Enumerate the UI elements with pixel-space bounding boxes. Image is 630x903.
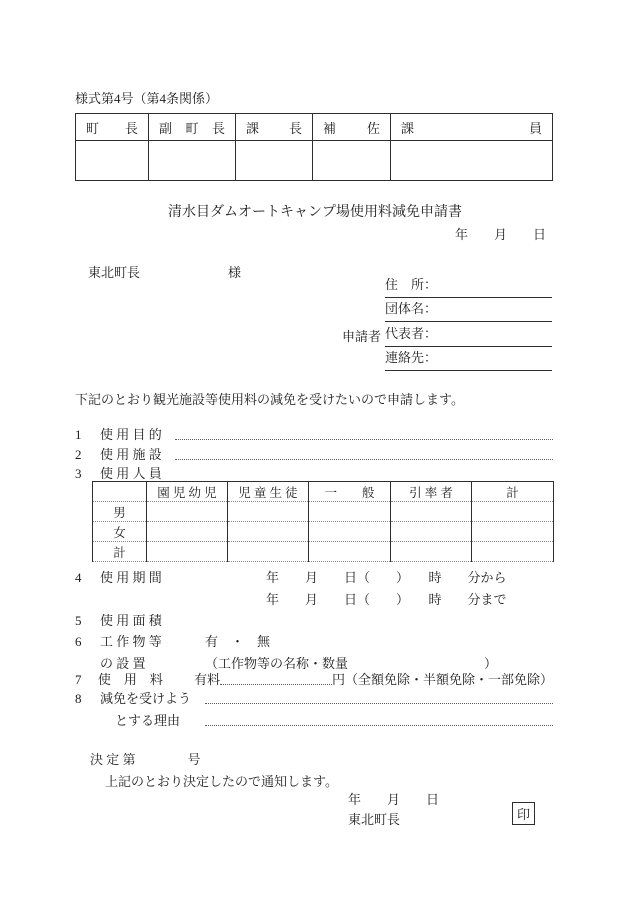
approval-stamp-cell xyxy=(236,141,313,181)
personnel-col-kindergarten: 園 児 幼 児 xyxy=(147,482,228,502)
structures-note xyxy=(205,656,553,671)
form-number: 様式第4号（第4条関係） xyxy=(75,91,219,106)
purpose-fill-line xyxy=(175,439,553,440)
addressee-row xyxy=(75,246,241,297)
row-label-male: 男 xyxy=(93,502,147,522)
personnel-cell xyxy=(309,542,391,562)
approval-col-mayor: 町 長 xyxy=(76,114,149,141)
item-number: 8 xyxy=(75,691,82,706)
personnel-cell xyxy=(228,542,309,562)
item-label: 工 作 物 等 xyxy=(100,634,162,649)
item-structures xyxy=(75,634,553,649)
approval-stamp-cell xyxy=(149,141,236,181)
personnel-cell xyxy=(472,502,554,522)
personnel-cell xyxy=(147,502,228,522)
applicant-contact-field xyxy=(385,347,552,371)
item-structures-line2 xyxy=(75,656,553,671)
item-number: 3 xyxy=(75,466,82,481)
applicant-representative-field xyxy=(385,323,552,347)
personnel-col-leaders: 引 率 者 xyxy=(391,482,472,502)
approval-stamp-cell xyxy=(391,141,553,181)
applicant-organization-label: 団体名： xyxy=(385,301,438,316)
item-label: 使 用 面 積 xyxy=(100,613,162,628)
item-label: 使 用 施 設 xyxy=(100,447,162,462)
personnel-table xyxy=(92,481,554,562)
item-label: 減免を受けよう xyxy=(100,691,192,706)
item-label: 使 用 目 的 xyxy=(100,427,162,442)
addressee-honorific: 様 xyxy=(228,265,242,280)
item-reason xyxy=(75,691,553,706)
item-number: 6 xyxy=(75,634,82,649)
approval-col-section-chief: 課 長 xyxy=(236,114,313,141)
personnel-row-male xyxy=(93,502,554,522)
item-fee xyxy=(75,672,553,687)
item-number: 2 xyxy=(75,447,82,462)
personnel-col-total: 計 xyxy=(472,482,554,502)
official-seal-box: 印 xyxy=(512,802,535,825)
applicant-label: 申請者 xyxy=(342,329,382,344)
reason-fill-line-2 xyxy=(205,725,553,726)
approval-col-staff: 課 員 xyxy=(391,114,553,141)
decision-notice: 上記のとおり決定したので通知します。 xyxy=(105,774,338,789)
intro-sentence: 下記のとおり観光施設等使用料の減免を受けたいので申請します。 xyxy=(75,392,464,407)
applicant-address-field xyxy=(385,274,552,298)
item-label: 使 用 料 xyxy=(97,672,163,687)
personnel-corner-cell xyxy=(93,482,147,502)
structures-note-close: ） xyxy=(483,656,497,671)
item-reason-line2 xyxy=(75,713,553,728)
addressee-name: 東北町長 xyxy=(88,265,141,280)
item-label: とする理由 xyxy=(115,713,181,728)
personnel-cell xyxy=(309,522,391,542)
fee-amount-fill-line xyxy=(220,684,332,685)
structures-note-open: （工作物等の名称・数量 xyxy=(205,656,349,671)
approval-stamp-table xyxy=(75,113,553,181)
approval-header-row xyxy=(76,114,553,141)
item-number: 4 xyxy=(75,570,82,585)
approval-stamp-row xyxy=(76,141,553,181)
personnel-header-row xyxy=(93,482,554,502)
personnel-cell xyxy=(309,502,391,522)
row-label-total: 計 xyxy=(93,542,147,562)
approval-stamp-cell xyxy=(313,141,391,181)
applicant-representative-label: 代表者： xyxy=(385,326,438,341)
approval-stamp-cell xyxy=(76,141,149,181)
item-label: 使 用 期 間 xyxy=(100,570,162,585)
row-label-female: 女 xyxy=(93,522,147,542)
item-area xyxy=(75,613,553,628)
fee-prefix: 有料 xyxy=(194,672,221,687)
applicant-organization-field xyxy=(385,298,552,322)
item-label: 使 用 人 員 xyxy=(100,466,162,481)
decision-number-line: 決 定 第 号 xyxy=(90,752,201,767)
personnel-cell xyxy=(391,542,472,562)
personnel-cell xyxy=(147,542,228,562)
item-purpose xyxy=(75,427,553,442)
personnel-cell xyxy=(472,542,554,562)
approval-col-assistant: 補 佐 xyxy=(313,114,391,141)
reason-fill-line-1 xyxy=(205,703,553,704)
personnel-cell xyxy=(228,522,309,542)
item-number: 7 xyxy=(75,672,82,687)
item-period xyxy=(75,570,553,585)
item-personnel xyxy=(75,466,553,481)
personnel-cell xyxy=(147,522,228,542)
decision-signer: 東北町長 xyxy=(348,812,401,827)
personnel-cell xyxy=(228,502,309,522)
item-facility xyxy=(75,447,553,462)
item-period-line2 xyxy=(75,592,553,607)
period-from-line: 年 月 日（ ） 時 分から xyxy=(266,570,507,585)
personnel-row-total xyxy=(93,542,554,562)
facility-fill-line xyxy=(175,459,553,460)
applicant-contact-label: 連絡先： xyxy=(385,350,438,365)
personnel-cell xyxy=(472,522,554,542)
personnel-col-students: 児 童 生 徒 xyxy=(228,482,309,502)
document-title: 清水目ダムオートキャンプ場使用料減免申請書 xyxy=(168,205,462,220)
fee-suffix: 円（全額免除・半額免除・一部免除） xyxy=(331,672,553,687)
period-to-line: 年 月 日（ ） 時 分まで xyxy=(266,592,507,607)
structures-options: 有 ・ 無 xyxy=(205,634,271,649)
applicant-address-label: 住 所： xyxy=(385,277,438,292)
personnel-cell xyxy=(391,522,472,542)
item-number: 1 xyxy=(75,427,82,442)
personnel-row-female xyxy=(93,522,554,542)
personnel-col-general: 一 般 xyxy=(309,482,391,502)
decision-date-line: 年 月 日 xyxy=(348,792,440,807)
item-label: の 設 置 xyxy=(100,656,146,671)
application-date-line: 年 月 日 xyxy=(455,227,547,242)
personnel-cell xyxy=(391,502,472,522)
item-number: 5 xyxy=(75,613,82,628)
approval-col-deputy-mayor: 副 町 長 xyxy=(149,114,236,141)
